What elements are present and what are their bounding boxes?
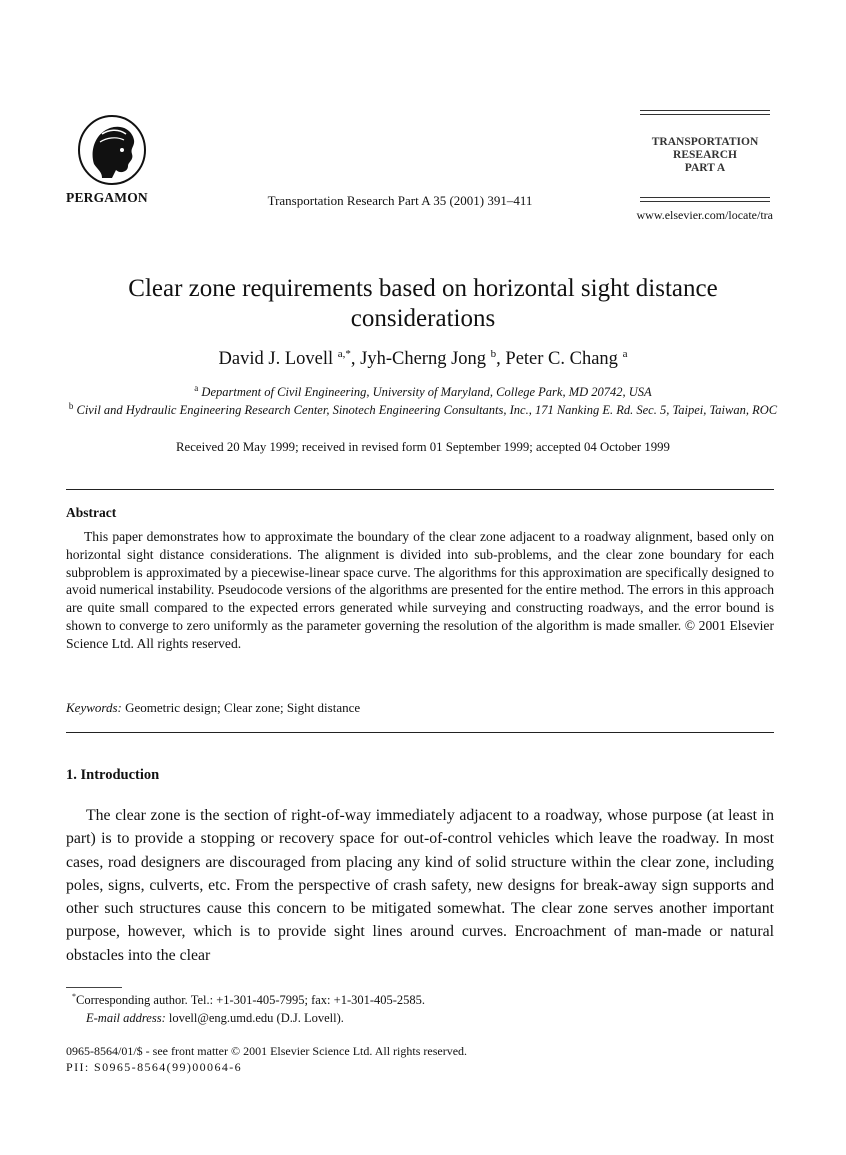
journal-title-line-2: RESEARCH [673,149,737,161]
journal-url[interactable]: www.elsevier.com/locate/tra [636,208,773,222]
affiliation-text: Civil and Hydraulic Engineering Research Center, Sinotech Engineering Consultants, Inc., 171 Nanking E. Rd. Sec. 5, Taipei, Taiwan, ROC [76,403,778,418]
journal-reference: Transportation Research Part A 35 (2001) 391–411 [267,193,533,208]
author-superscript: a [622,348,628,360]
abstract-heading: Abstract [66,505,117,520]
author-name: Peter C. Chang [505,349,618,370]
pergamon-logo [72,112,152,188]
affiliation-marker: a [194,383,199,393]
keywords-list: Geometric design; Clear zone; Sight distance [125,700,361,715]
email-footnote [86,1011,344,1026]
article-title: Clear zone requirements based on horizontal sight distance considerations [128,275,718,332]
pii: PII: S0965-8564(99)00064-6 [66,1060,243,1074]
divider-bottom [66,732,774,733]
journal-title-line-1: TRANSPORTATION [651,136,759,148]
keywords [66,700,360,716]
affiliation-text: Department of Civil Engineering, University of Maryland, College Park, MD 20742, USA [201,385,652,400]
journal-title-rule-top-2 [640,114,770,115]
front-matter: 0965-8564/01/$ - see front matter © 2001 Elsevier Science Ltd. All rights reserved. [66,1044,468,1058]
journal-title-rule-bottom-2 [640,201,770,202]
journal-title-rule-bottom [640,197,770,198]
footnote-marker: * [72,992,76,1001]
journal-title-line-3: PART A [684,162,726,174]
author-list: David J. Lovell $^{a,*}$, Jyh-Cherng Jong $^b$, Peter C. Chang $^a$ [218,348,628,370]
section-heading: 1. Introduction [66,767,160,783]
affiliation-marker: b [68,401,74,411]
email-address[interactable]: lovell@eng.umd.edu (D.J. Lovell). [168,1011,344,1025]
email-label: E-mail address: [86,1011,166,1025]
keywords-label: Keywords: [66,700,122,715]
author-superscript: a,* [337,348,351,360]
footnote-rule [66,987,122,988]
corresponding-author-footnote [72,992,425,1008]
affiliation-b [60,398,786,419]
journal-title-block [640,136,770,175]
publisher-name: PERGAMON [66,190,148,205]
footnote-text: Corresponding author. Tel.: +1-301-405-7995; fax: +1-301-405-2585. [76,993,426,1008]
section-body: The clear zone is the section of right-of-way immediately adjacent to a roadway, whose purpose (at least in part) is to provide a stopping or recovery space for out-of-control vehicles which leave the roadway. In most cases, road designers are discouraged from placing any kind of solid structure within the clear zone, including poles, signs, culverts, etc. From the perspective of crash safety, new designs for break-away sign supports and other such structures cause this concern to be mitigated somewhat. The clear zone serves another important purpose, however, which is to provide sight lines around curves. Encroachment of man-made or natural obstacles into the clear [66,807,774,964]
author-name: Jyh-Cherng Jong [360,349,487,370]
author-superscript: b [490,348,497,360]
received-dates: Received 20 May 1999; received in revised form 01 September 1999; accepted 04 October 1999 [176,440,670,454]
divider-top [66,489,774,490]
author-name: David J. Lovell [218,349,334,370]
abstract-text: This paper demonstrates how to approximate the boundary of the clear zone adjacent to a roadway alignment, based only on horizontal sight distance considerations. The alignment is divided into sub-problems, and the clear zone boundary for each subproblem is approximated by a piecewise-linear space curve. The algorithms for this approximation are specifically designed to avoid numerical instability. Pseudocode versions of the algorithms are presented for the entire method. The errors in this approach are quite small compared to the expected errors generated while surveying and constructing roadways, and the error bound is shown to converge to zero uniformly as the parameter governing the resolution of the algorithm is made smaller. © 2001 Elsevier Science Ltd. All rights reserved. [66,529,774,651]
journal-title-rule-top [640,110,770,111]
